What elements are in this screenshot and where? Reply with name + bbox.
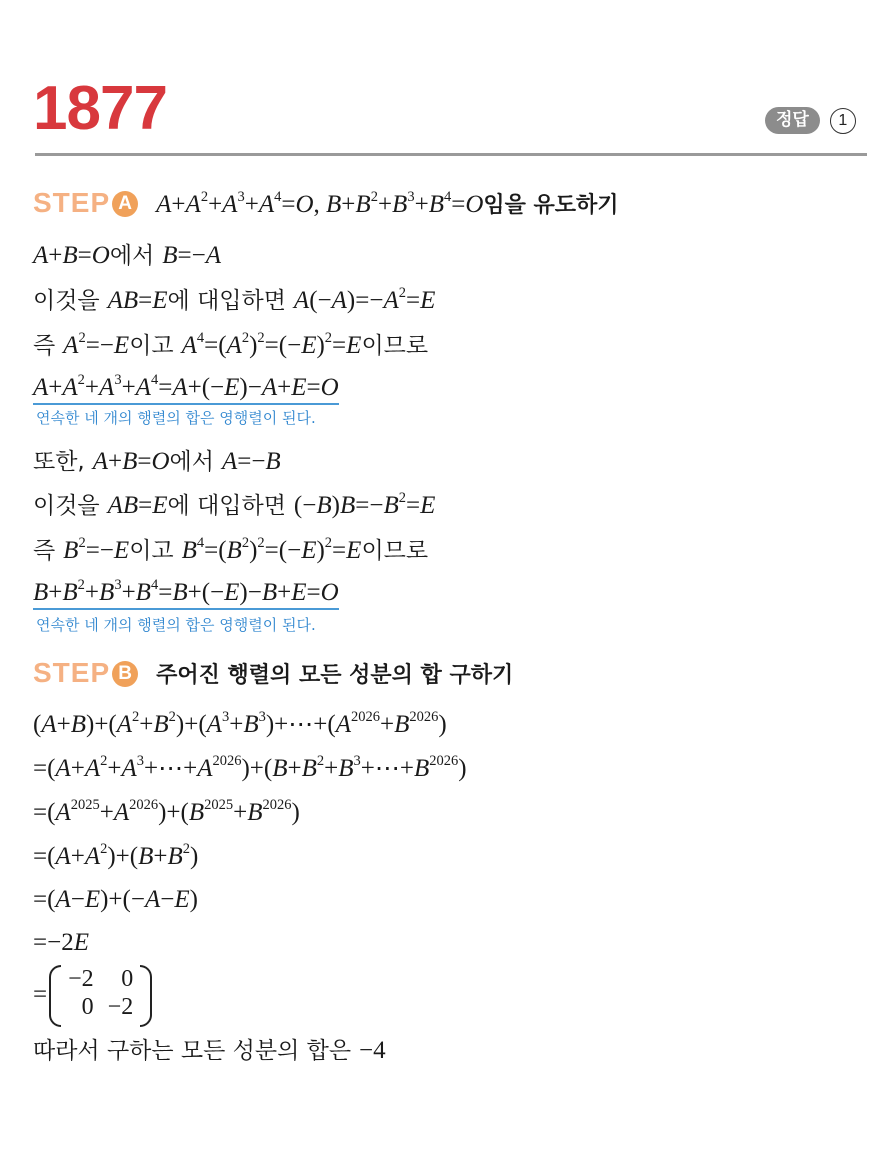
matrix-cell: −2 — [107, 994, 134, 1020]
solution-line-12: $=(A+A^2)+(B+B^2)$ — [33, 841, 199, 870]
solution-line-6: 이것을 AB=E에 대입하면 $(-B)B=-B^2=E$ — [33, 490, 436, 519]
solution-line-2: 이것을 AB=E에 대입하면 $A(-A)=-A^2=E$ — [33, 285, 436, 314]
step-a-note-1: 연속한 네 개의 행렬의 합은 영행렬이 된다. — [36, 409, 316, 427]
conclusion-text: 따라서 구하는 모든 성분의 합은 — [33, 1038, 352, 1064]
result-matrix — [49, 965, 152, 1025]
solution-line-10: $=(A+A^2+A^3+\cdots+A^{2026})+(B+B^2+B^3+\cdots+B^{2026})$ — [33, 753, 467, 782]
solution-line-9: $(A+B)+(A^2+B^2)+(A^3+B^3)+\cdots+(A^{2026}+B^{2026})$ — [33, 709, 447, 738]
solution-line-13: =(A−E)+(−A−E) — [33, 886, 198, 913]
solution-line-14: =−2E — [33, 929, 89, 956]
step-b-title: 주어진 행렬의 모든 성분의 합 구하기 — [156, 663, 514, 688]
answer-area — [765, 107, 856, 134]
step-b-heading — [33, 658, 513, 691]
answer-choice-circle: 1 — [830, 108, 856, 134]
step-b-badge: B — [112, 661, 138, 687]
step-a-heading: STEP A $A+A^2+A^3+A^4=O$, $B+B^2+B^3+B^4=O$임을 유도하기 — [33, 187, 619, 218]
matrix-cell: 0 — [121, 966, 134, 992]
answer-badge: 정답 — [765, 107, 820, 134]
step-a-tag: STEP — [33, 187, 111, 218]
solution-line-15: = −2 0 0 −2 — [33, 965, 152, 1025]
header-divider — [35, 153, 867, 156]
step-a-note-2: 연속한 네 개의 행렬의 합은 영행렬이 된다. — [36, 616, 316, 634]
conclusion-line — [33, 1035, 386, 1066]
solution-line-7: 즉 $B^2=-E$이고 $B^4=(B^2)^2=(-E)^2=E$이므로 — [33, 535, 429, 564]
matrix-cell: 0 — [81, 994, 94, 1020]
solution-line-4: $A+A^2+A^3+A^4=A+(-E)-A+E=O$ — [33, 372, 339, 403]
step-a-badge: A — [112, 191, 138, 217]
final-answer: −4 — [359, 1037, 386, 1064]
solution-line-5: 또한, A+B=O에서 A=−B — [33, 448, 281, 475]
matrix-cell: −2 — [68, 966, 94, 992]
solution-line-11: $=(A^{2025}+A^{2026})+(B^{2025}+B^{2026})$ — [33, 797, 300, 826]
solution-line-8: $B+B^2+B^3+B^4=B+(-E)-B+E=O$ — [33, 577, 339, 608]
solution-line-1: A+B=O에서 B=−A — [33, 242, 221, 269]
problem-number: 1877 — [33, 74, 167, 143]
step-b-tag: STEP — [33, 657, 111, 688]
solution-line-3: 즉 $A^2=-E$이고 $A^4=(A^2)^2=(-E)^2=E$이므로 — [33, 330, 429, 359]
step-a-title: 임을 유도하기 — [483, 193, 619, 218]
